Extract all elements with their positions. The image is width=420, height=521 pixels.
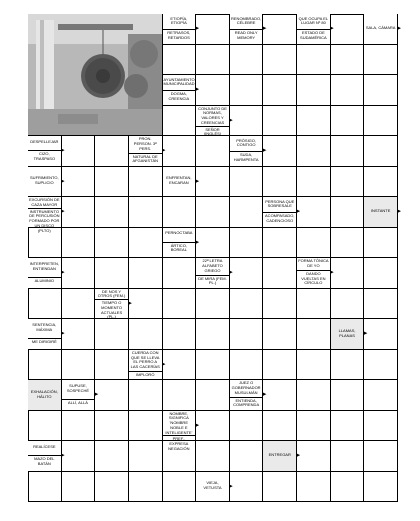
clue-text-secondary: ALLÍ, ALLÁ xyxy=(62,399,95,406)
gong-photo-illustration xyxy=(28,14,163,136)
answer-cell[interactable] xyxy=(364,258,398,289)
crossword-grid xyxy=(28,14,401,502)
answer-cell[interactable] xyxy=(129,411,163,442)
clue-text: SALA, CÁMARA xyxy=(365,25,396,31)
answer-cell[interactable] xyxy=(263,380,297,411)
answer-cell[interactable] xyxy=(62,350,96,381)
clue-text: ENFRENTAN, ENCARAN xyxy=(166,175,192,186)
answer-cell[interactable] xyxy=(230,228,264,259)
answer-cell[interactable] xyxy=(364,106,398,137)
answer-cell[interactable] xyxy=(297,75,331,106)
answer-cell[interactable] xyxy=(331,45,365,76)
answer-cell[interactable] xyxy=(62,319,96,350)
clue-arrow-icon: ▸ xyxy=(195,421,200,429)
clue-text-secondary: ESTADO DE SUDAMÉRICA xyxy=(297,29,330,41)
clue-text: DESPELLEJAR xyxy=(30,138,59,144)
answer-cell[interactable] xyxy=(196,75,230,106)
clue-text: PRÓSIGO, CONTIGO xyxy=(236,137,257,148)
answer-cell[interactable] xyxy=(129,380,163,411)
answer-cell[interactable] xyxy=(230,289,264,320)
clue-arrow-icon: ▸ xyxy=(195,238,200,246)
answer-cell[interactable] xyxy=(263,136,297,167)
answer-cell[interactable] xyxy=(62,197,96,228)
clue-cell xyxy=(230,380,267,411)
answer-cell[interactable] xyxy=(196,14,230,45)
clue-cell xyxy=(297,14,334,45)
answer-cell[interactable] xyxy=(331,228,365,259)
clue-text: PERNOCTABA xyxy=(165,230,193,236)
answer-cell[interactable] xyxy=(95,228,129,259)
clue-text-secondary: NATURAL DE AFGANISTÁN xyxy=(129,153,162,165)
answer-cell[interactable] xyxy=(331,411,365,442)
answer-cell[interactable] xyxy=(62,228,96,259)
answer-cell[interactable] xyxy=(196,197,230,228)
answer-cell[interactable] xyxy=(263,411,297,442)
clue-arrow-icon: ▸ xyxy=(229,116,233,124)
clue-cell xyxy=(364,197,401,228)
answer-cell[interactable] xyxy=(163,289,197,320)
clue-cell xyxy=(28,380,62,411)
clue-arrow-icon: ▸ xyxy=(61,330,65,338)
answer-cell[interactable] xyxy=(263,75,297,106)
clue-text-secondary: DE MIRA (FEM. PL.) xyxy=(196,275,229,287)
clue-text-secondary: PREF., EXPRESA NEGACIÓN xyxy=(163,435,196,451)
answer-cell[interactable] xyxy=(364,472,398,503)
answer-cell[interactable] xyxy=(95,258,129,289)
answer-cell[interactable] xyxy=(297,136,331,167)
answer-cell[interactable] xyxy=(331,167,365,198)
answer-cell[interactable] xyxy=(263,319,297,350)
clue-text-secondary: READ ONLY MEMORY xyxy=(230,29,263,41)
clue-text: PRON. PERSON. 3ª PERS. xyxy=(133,136,157,151)
clue-text-secondary: SEÑOR (INGLÉS) xyxy=(196,126,229,138)
answer-cell[interactable] xyxy=(95,319,129,350)
clue-arrow-icon: ▸ xyxy=(128,299,132,307)
clue-arrow-icon: ▸ xyxy=(195,177,200,185)
answer-cell[interactable] xyxy=(196,411,230,442)
clue-arrow-icon: ▸ xyxy=(229,482,233,490)
answer-cell[interactable] xyxy=(230,167,264,198)
answer-cell[interactable] xyxy=(263,228,297,259)
answer-cell[interactable] xyxy=(297,441,331,472)
answer-cell[interactable] xyxy=(331,136,365,167)
answer-cell[interactable] xyxy=(230,258,264,289)
clue-text: ENTREGAR xyxy=(268,452,291,458)
clue-cell xyxy=(163,410,200,452)
clue-arrow-icon: ▸ xyxy=(397,25,401,33)
clue-cell xyxy=(230,136,267,167)
clue-text: RENOMBRADO, CÉLEBRE xyxy=(231,15,262,26)
clue-cell xyxy=(28,319,65,350)
answer-cell[interactable] xyxy=(95,441,129,472)
answer-cell[interactable] xyxy=(95,197,129,228)
answer-cell[interactable] xyxy=(95,411,129,442)
clue-arrow-icon: ▸ xyxy=(195,86,200,94)
answer-cell[interactable] xyxy=(364,350,398,381)
clue-cell xyxy=(196,472,233,503)
answer-cell[interactable] xyxy=(163,45,197,76)
clue-arrow-icon: ▸ xyxy=(262,25,267,33)
clue-text: CONJUNTO DE NORMAS, VALORES Y CREENCIAS xyxy=(198,105,227,125)
clue-text-secondary: TIEMPO O MOMENTO ACTUALES (PL.) xyxy=(95,299,128,320)
answer-cell[interactable] xyxy=(163,136,197,167)
answer-cell[interactable] xyxy=(95,380,129,411)
clue-cell xyxy=(129,136,166,167)
clue-text: DE NOS Y OTROS (FEM.) xyxy=(97,288,126,299)
answer-cell[interactable] xyxy=(62,472,96,503)
answer-cell[interactable] xyxy=(95,136,129,167)
answer-cell[interactable] xyxy=(95,167,129,198)
answer-cell[interactable] xyxy=(28,350,62,381)
answer-cell[interactable] xyxy=(263,45,297,76)
clue-arrow-icon: ▸ xyxy=(330,269,334,277)
answer-cell[interactable] xyxy=(230,75,264,106)
answer-cell[interactable] xyxy=(230,319,264,350)
clue-text: CUERDA CON QUE SE LLEVA EL PERRO A LAS CACERÍAS xyxy=(130,349,160,370)
answer-cell[interactable] xyxy=(297,167,331,198)
answer-cell[interactable] xyxy=(163,380,197,411)
clue-text: SENTENCIA, MÁXIMA xyxy=(32,321,57,332)
clue-arrow-icon: ▸ xyxy=(330,25,334,33)
clue-cell xyxy=(163,75,200,106)
answer-cell[interactable] xyxy=(364,380,398,411)
answer-cell[interactable] xyxy=(297,411,331,442)
clue-cell xyxy=(28,197,65,233)
clue-cell xyxy=(196,258,233,289)
clue-text-secondary: ÁRTICO, BOREAL xyxy=(163,242,196,254)
clue-arrow-icon: ▸ xyxy=(195,25,200,33)
answer-cell[interactable] xyxy=(364,136,398,167)
clue-text-secondary: ACOMPASADO, CADENCIOSO xyxy=(265,213,295,224)
clue-arrow-icon: ▸ xyxy=(262,391,267,399)
clue-text-secondary: INSTRUMENTO DE PERCUSIÓN FORMADO POR UN DISCO (PLTO) xyxy=(29,208,60,233)
clue-arrow-icon: ▸ xyxy=(296,452,301,460)
answer-cell[interactable] xyxy=(297,106,331,137)
clue-arrow-icon: ▸ xyxy=(397,208,401,216)
answer-cell[interactable] xyxy=(129,228,163,259)
answer-cell[interactable] xyxy=(364,167,398,198)
answer-cell[interactable] xyxy=(196,45,230,76)
clue-text: EXHALACIÓN, HÁLITO xyxy=(30,388,58,399)
answer-cell[interactable] xyxy=(331,350,365,381)
clue-text: LLAMAS, PLANAS xyxy=(338,327,356,338)
clue-cell xyxy=(28,136,65,167)
answer-cell[interactable] xyxy=(62,167,96,198)
clue-cell xyxy=(297,258,334,289)
clue-cell xyxy=(263,441,301,472)
clue-text-secondary: DOGMA, CREENCIA xyxy=(163,90,196,102)
answer-cell[interactable] xyxy=(129,472,163,503)
clue-cell xyxy=(263,197,301,228)
answer-cell[interactable] xyxy=(331,289,365,320)
answer-cell[interactable] xyxy=(196,441,230,472)
answer-cell[interactable] xyxy=(129,197,163,228)
clue-text-secondary: SUDA, HARMPENTA xyxy=(230,151,263,163)
answer-cell[interactable] xyxy=(263,167,297,198)
answer-cell[interactable] xyxy=(331,441,365,472)
answer-cell[interactable] xyxy=(196,380,230,411)
answer-cell[interactable] xyxy=(163,350,197,381)
clue-cell xyxy=(163,14,200,45)
answer-cell[interactable] xyxy=(163,441,197,472)
answer-cell[interactable] xyxy=(263,14,297,45)
answer-cell[interactable] xyxy=(297,350,331,381)
answer-cell[interactable] xyxy=(62,258,96,289)
clue-text-secondary: MAZO DEL BATÁN xyxy=(28,455,61,467)
answer-cell[interactable] xyxy=(297,289,331,320)
answer-cell[interactable] xyxy=(62,441,96,472)
clue-arrow-icon: ▸ xyxy=(296,208,301,216)
answer-cell[interactable] xyxy=(331,472,365,503)
answer-cell[interactable] xyxy=(163,106,197,137)
clue-arrow-icon: ▸ xyxy=(61,177,65,185)
answer-cell[interactable] xyxy=(163,319,197,350)
clue-text: REALÍCESE xyxy=(33,443,56,449)
answer-cell[interactable] xyxy=(95,350,129,381)
answer-cell[interactable] xyxy=(297,380,331,411)
clue-cell xyxy=(163,167,200,198)
answer-cell[interactable] xyxy=(28,289,62,320)
clue-cell xyxy=(163,228,200,259)
answer-cell[interactable] xyxy=(163,258,197,289)
answer-cell[interactable] xyxy=(196,136,230,167)
clue-cell xyxy=(95,288,132,320)
answer-cell[interactable] xyxy=(331,197,365,228)
answer-cell[interactable] xyxy=(163,197,197,228)
clue-cell xyxy=(196,105,233,137)
clue-cell xyxy=(28,167,65,198)
answer-cell[interactable] xyxy=(129,289,163,320)
answer-cell[interactable] xyxy=(364,228,398,259)
clue-text: AYUNTAMIENTO, MUNICIPALIDAD xyxy=(163,76,196,87)
answer-cell[interactable] xyxy=(230,45,264,76)
answer-cell[interactable] xyxy=(230,197,264,228)
answer-cell[interactable] xyxy=(297,319,331,350)
clue-cell xyxy=(62,380,99,411)
clue-text-secondary: DANDO VUELTAS EN CÍRCULO xyxy=(297,270,330,286)
answer-cell[interactable] xyxy=(230,441,264,472)
answer-cell[interactable] xyxy=(297,45,331,76)
answer-cell[interactable] xyxy=(331,258,365,289)
clue-cell xyxy=(28,258,65,289)
clue-arrow-icon: ▸ xyxy=(61,269,65,277)
answer-cell[interactable] xyxy=(95,472,129,503)
clue-text: 22ª LETRA ALFABETO GRIEGO xyxy=(202,258,223,273)
clue-text: ETIOPÍA, ETIOPÍA xyxy=(170,15,188,26)
answer-cell[interactable] xyxy=(28,472,62,503)
clue-arrow-icon: ▸ xyxy=(61,208,65,216)
clue-text: INTERPRETEN, ENTIENDAN xyxy=(29,260,59,271)
clue-text: NOMBRE, SIGNIFICA 'NOMBRE NOBLE E INTELIGENTE' xyxy=(165,410,193,435)
clue-text: EXCURSIÓN DE CAZA MAYOR xyxy=(29,197,60,207)
clue-arrow-icon: ▸ xyxy=(162,360,166,368)
answer-cell[interactable] xyxy=(62,136,96,167)
clue-text-secondary: ENTIENDA, COMPRENDA xyxy=(230,397,263,409)
answer-cell[interactable] xyxy=(331,75,365,106)
clue-text: SUFRIMIENTO, SUPLICIO xyxy=(30,175,59,186)
clue-cell xyxy=(129,349,166,381)
answer-cell[interactable] xyxy=(263,289,297,320)
answer-cell[interactable] xyxy=(196,167,230,198)
clue-text: SUPUSE, SOSPECHÉ xyxy=(66,382,90,393)
clue-arrow-icon: ▸ xyxy=(229,269,233,277)
answer-cell[interactable] xyxy=(364,411,398,442)
answer-cell[interactable] xyxy=(364,289,398,320)
clue-text-secondary: RETRASOS, RETARDOS xyxy=(163,29,196,41)
answer-cell[interactable] xyxy=(297,197,331,228)
answer-cell[interactable] xyxy=(331,14,365,45)
clue-text: FORMA TÓNICA DE YO xyxy=(298,258,329,269)
answer-cell[interactable] xyxy=(263,106,297,137)
answer-cell[interactable] xyxy=(297,472,331,503)
answer-cell[interactable] xyxy=(129,319,163,350)
answer-cell[interactable] xyxy=(196,350,230,381)
clue-arrow-icon: ▸ xyxy=(162,147,166,155)
answer-cell[interactable] xyxy=(129,167,163,198)
answer-cell[interactable] xyxy=(263,258,297,289)
clue-arrow-icon: ▸ xyxy=(262,147,267,155)
answer-cell[interactable] xyxy=(297,228,331,259)
clue-cell xyxy=(331,319,368,350)
clue-text: JUEZ O GOBERNADOR MUSULMÁN xyxy=(231,380,261,395)
answer-cell[interactable] xyxy=(28,411,62,442)
answer-cell[interactable] xyxy=(230,350,264,381)
answer-cell[interactable] xyxy=(364,45,398,76)
clue-text-secondary: IMPLORÓ xyxy=(129,371,162,378)
answer-cell[interactable] xyxy=(196,228,230,259)
answer-cell[interactable] xyxy=(364,319,398,350)
answer-cell[interactable] xyxy=(196,319,230,350)
clue-text-secondary: ALUMINIO xyxy=(28,277,61,284)
answer-cell[interactable] xyxy=(129,258,163,289)
answer-cell[interactable] xyxy=(331,106,365,137)
answer-cell[interactable] xyxy=(364,441,398,472)
clue-cell xyxy=(230,14,267,45)
clue-text: QUE OCUPA EL LUGAR Nº 80 xyxy=(298,15,329,26)
clue-text-secondary: ME DIRIGIRÉ xyxy=(28,338,61,345)
answer-cell[interactable] xyxy=(62,411,96,442)
answer-cell[interactable] xyxy=(230,411,264,442)
clue-text: VIEJA, VETUSTA xyxy=(203,480,222,491)
answer-cell[interactable] xyxy=(62,289,96,320)
answer-cell[interactable] xyxy=(28,228,62,259)
clue-arrow-icon: ▸ xyxy=(94,391,99,399)
clue-text: INSTANTE xyxy=(370,208,391,214)
answer-cell[interactable] xyxy=(331,380,365,411)
clue-arrow-icon: ▸ xyxy=(61,452,65,460)
answer-cell[interactable] xyxy=(364,75,398,106)
clue-text: PERSONA QUE SOBRESALE xyxy=(265,198,295,209)
answer-cell[interactable] xyxy=(163,472,197,503)
clue-cell xyxy=(28,441,65,472)
clue-text-secondary: CIZO, TRASPASO xyxy=(28,150,61,162)
answer-cell[interactable] xyxy=(196,289,230,320)
answer-cell[interactable] xyxy=(263,472,297,503)
clue-cell xyxy=(364,14,401,45)
answer-cell[interactable] xyxy=(129,441,163,472)
answer-cell[interactable] xyxy=(263,350,297,381)
clue-arrow-icon: ▸ xyxy=(61,147,65,155)
answer-cell[interactable] xyxy=(230,106,264,137)
puzzle-photo xyxy=(28,14,163,136)
answer-cell[interactable] xyxy=(230,472,264,503)
clue-arrow-icon: ▸ xyxy=(363,330,368,338)
